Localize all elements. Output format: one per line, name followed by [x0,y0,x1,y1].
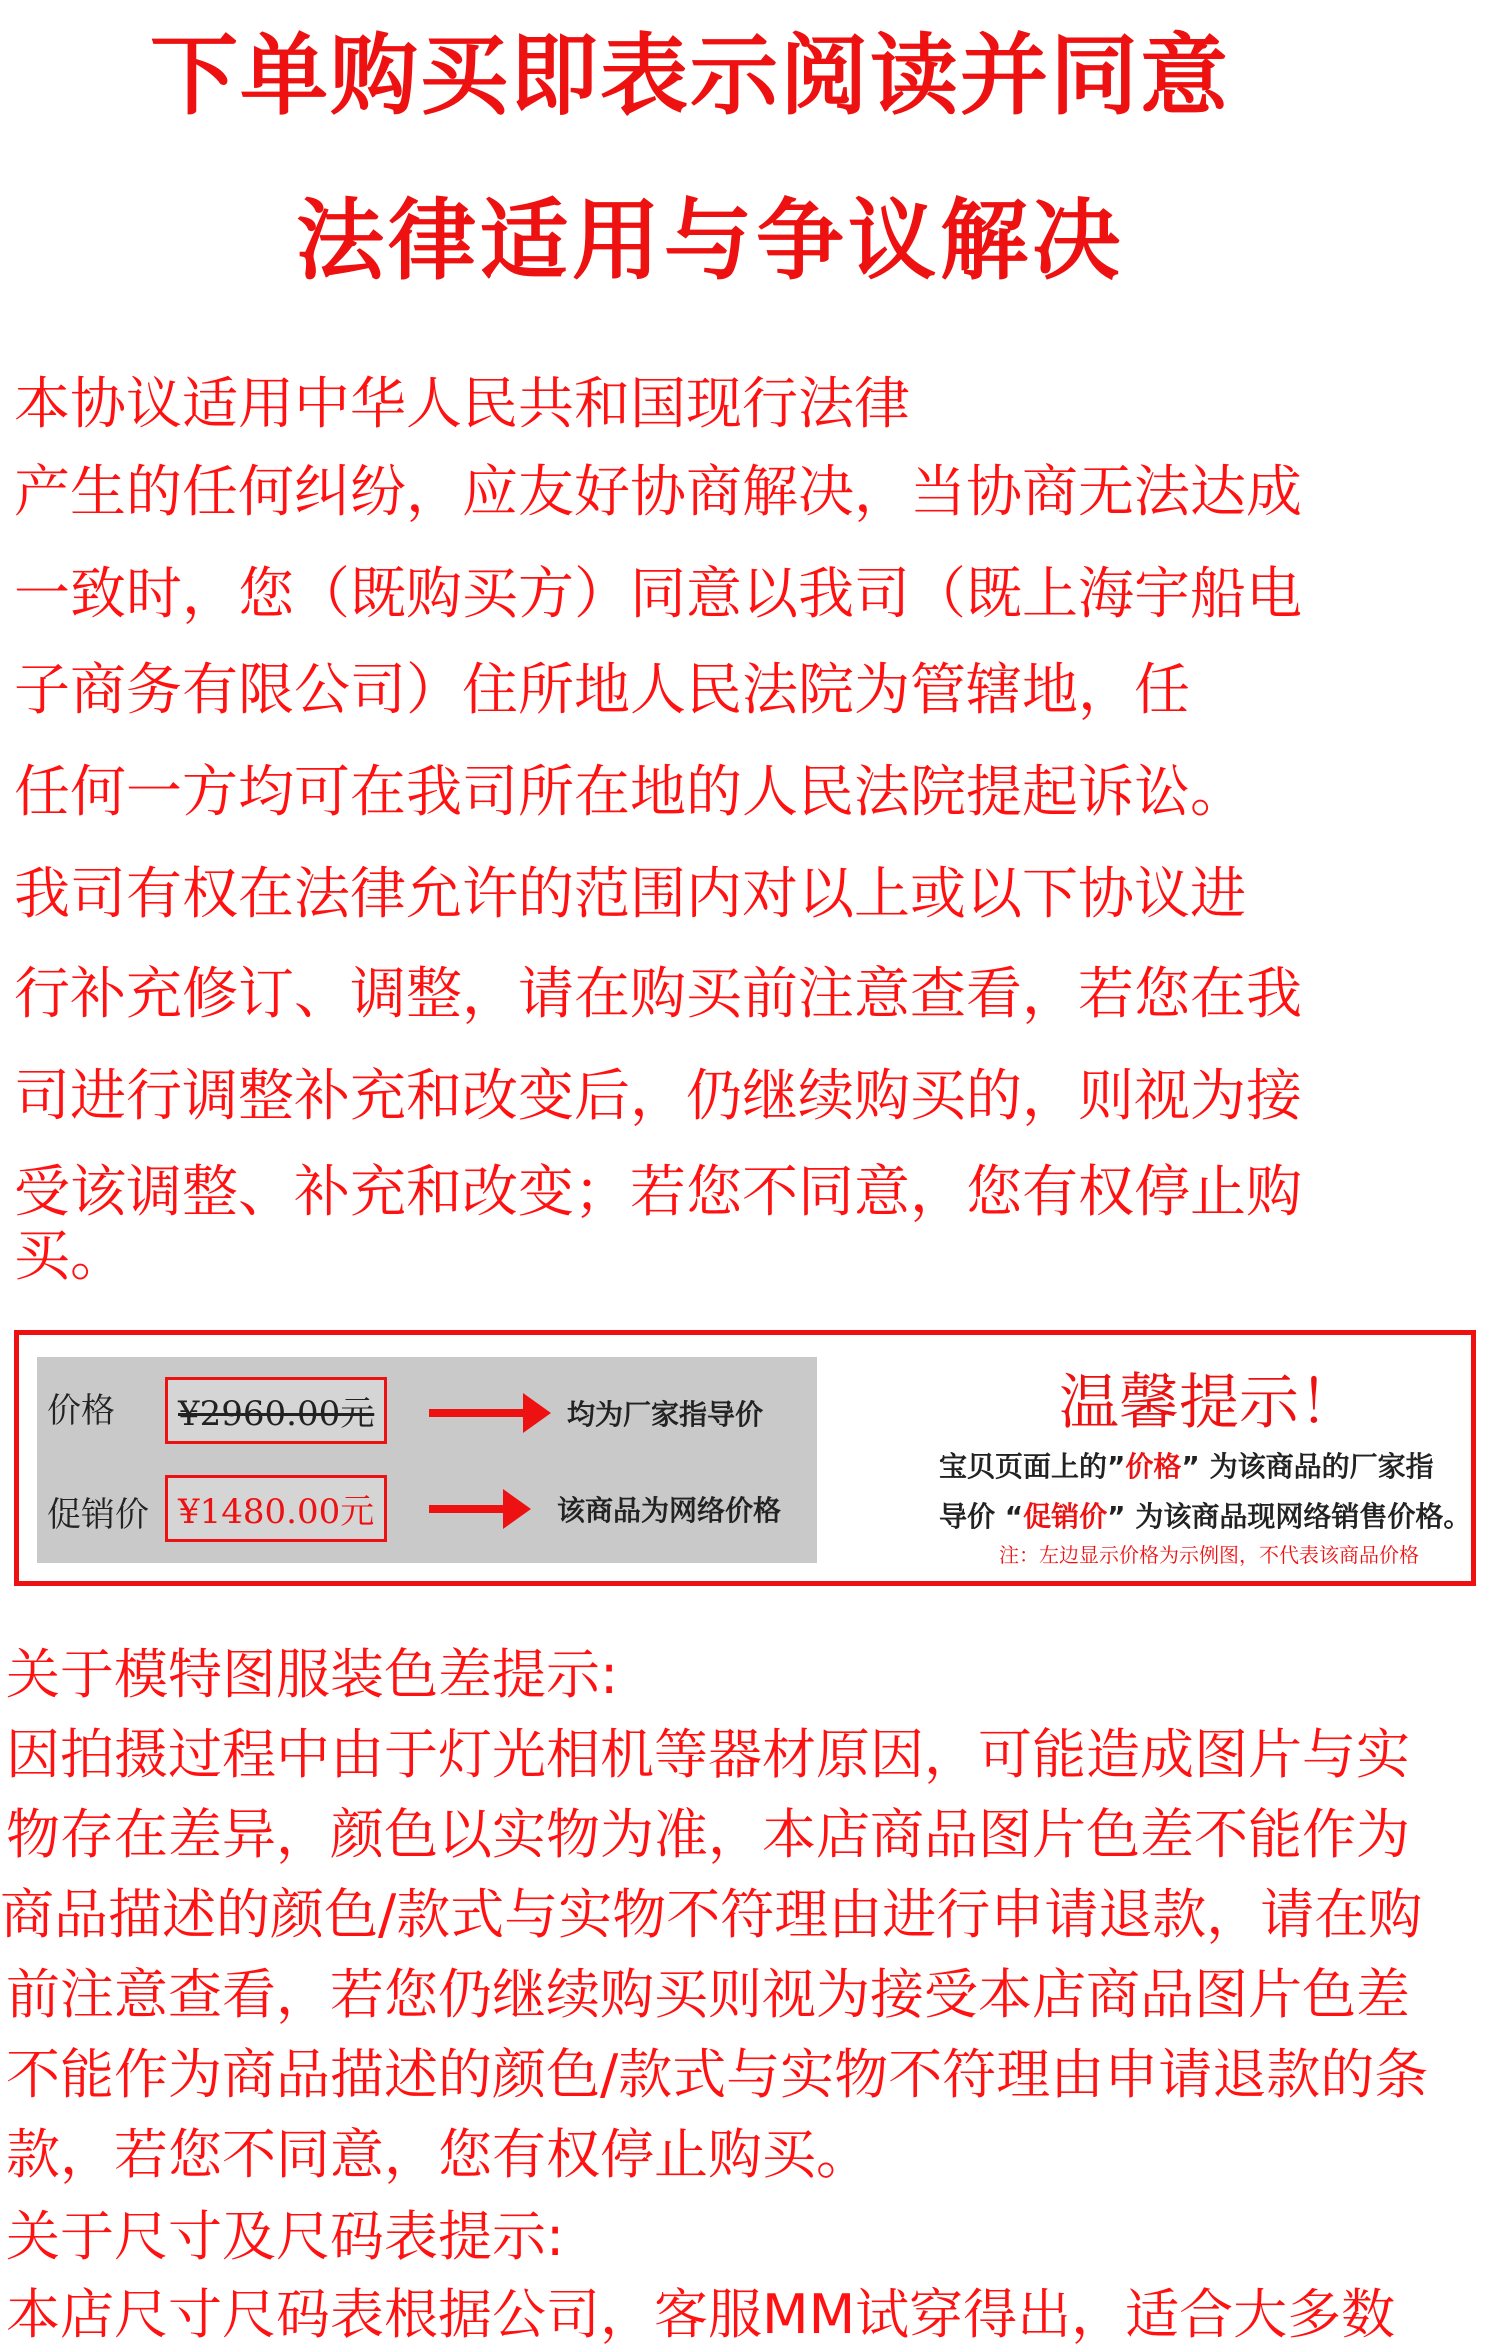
promo-price-value: ¥1480.00元 [165,1475,387,1542]
section-line-partial: 本店尺寸尺码表根据公司，客服MM试穿得出，适合大多数 [6,2283,1396,2346]
law-line: 任何一方均可在我司所在地的人民法院提起诉讼。 [14,760,1246,825]
arrow-icon [429,1505,509,1513]
tip-note: 注：左边显示价格为示例图，不代表该商品价格 [999,1543,1419,1567]
section-line: 商品描述的颜色/款式与实物不符理由进行申请退款，请在购 [0,1883,1423,1946]
law-line: 一致时，您（既购买方）同意以我司（既上海宇船电 [14,562,1302,627]
section-line: 因拍摄过程中由于灯光相机等器材原因，可能造成图片与实 [6,1723,1410,1786]
law-line: 买。 [14,1224,126,1289]
tip-line-1: 宝贝页面上的”价格” 为该商品的厂家指 [939,1450,1434,1483]
original-price-value: ¥2960.00元 [165,1377,387,1444]
section-line: 前注意查看，若您仍继续购买则视为接受本店商品图片色差 [6,1963,1410,2026]
law-line: 受该调整、补充和改变；若您不同意，您有权停止购 [14,1160,1302,1225]
tip-line-2: 导价 “促销价” 为该商品现网络销售价格。 [939,1500,1472,1533]
promo-label: 促销价 [47,1495,149,1535]
law-line: 产生的任何纠纷，应友好协商解决，当协商无法达成 [14,460,1302,525]
arrow-icon [429,1409,529,1417]
price-note: 均为厂家指导价 [567,1398,764,1431]
law-line: 子商务有限公司）住所地人民法院为管辖地，任 [14,658,1190,723]
section-line: 物存在差异，颜色以实物为准，本店商品图片色差不能作为 [6,1803,1410,1866]
section-heading: 关于模特图服装色差提示: [6,1643,619,1706]
law-line: 我司有权在法律允许的范围内对以上或以下协议进 [14,862,1246,927]
price-label: 价格 [47,1391,115,1431]
law-line: 行补充修订、调整，请在购买前注意查看，若您在我 [14,962,1302,1027]
law-line: 司进行调整补充和改变后，仍继续购买的，则视为接 [14,1064,1302,1129]
title-line-1: 下单购买即表示阅读并同意 [149,23,1230,127]
price-notice-box [14,1330,1476,1586]
promo-note: 该商品为网络价格 [557,1494,782,1527]
section-heading: 关于尺寸及尺码表提示: [6,2205,565,2268]
price-example-panel [37,1357,817,1563]
law-line: 本协议适用中华人民共和国现行法律 [14,372,910,437]
tip-title: 温馨提示！ [1059,1368,1359,1438]
title-line-2: 法律适用与争议解决 [295,188,1124,292]
section-line: 款，若您不同意，您有权停止购买。 [6,2123,870,2186]
section-line: 不能作为商品描述的颜色/款式与实物不符理由申请退款的条 [6,2043,1429,2106]
